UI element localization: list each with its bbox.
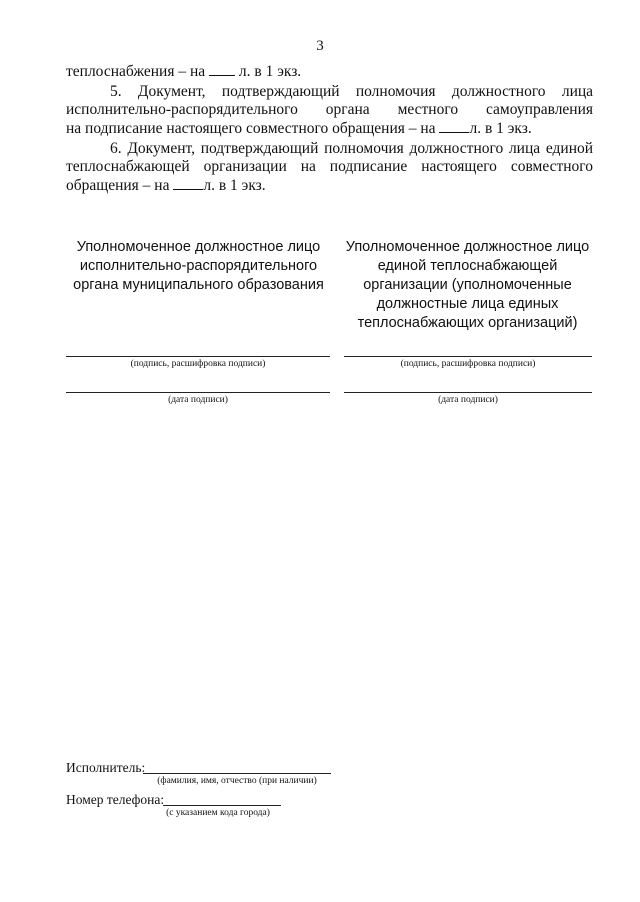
line-1: теплоснабжения – на л. в 1 экз. [66,63,302,80]
signatory-right-title: Уполномоченное должностное лицо единой теплоснабжающей организации (уполномоченные должностные лица единых теплоснабжающих организаций) [345,239,590,331]
signature-line-left [66,356,330,357]
document-body [66,62,593,195]
paragraph-5-line-3: на подписание настоящего совместного обращения – на л. в 1 экз. [66,120,532,137]
paragraph-6-line-2: теплоснабжающей организации на подписание настоящего совместного [66,158,594,175]
executor-line [143,773,331,774]
executor-caption: (фамилия, имя, отчество (при наличии) [157,776,317,786]
signature-caption-right: (подпись, расшифровка подписи) [400,359,536,369]
signatory-left-title: Уполномоченное должностное лицо исполнительно-распорядительного органа муниципального образования [73,239,324,293]
date-line-left [66,392,330,393]
date-caption-left: (дата подписи) [168,395,228,405]
blank-sheets-6 [173,176,203,190]
signature-line-right [344,356,592,357]
date-caption-right: (дата подписи) [438,395,498,405]
date-line-right [344,392,592,393]
blank-sheets-5 [439,119,469,133]
paragraph-5-line-2: исполнительно-распорядительного органа местного самоуправления [66,101,594,118]
phone-line [163,805,281,806]
phone-label: Номер телефона: [66,792,165,807]
executor-label: Исполнитель: [66,760,146,775]
blank-sheets-1 [209,62,235,76]
signature-caption-left: (подпись, расшифровка подписи) [130,359,266,369]
paragraph-6-line-1: 6. Документ, подтверждающий полномочия должностного лица единой [110,140,594,157]
paragraph-6-line-3: обращения – на л. в 1 экз. [66,177,266,194]
paragraph-5-line-1: 5. Документ, подтверждающий полномочия должностного лица [110,83,594,100]
phone-caption: (с указанием кода города) [166,808,270,818]
page-number: 3 [316,38,324,54]
